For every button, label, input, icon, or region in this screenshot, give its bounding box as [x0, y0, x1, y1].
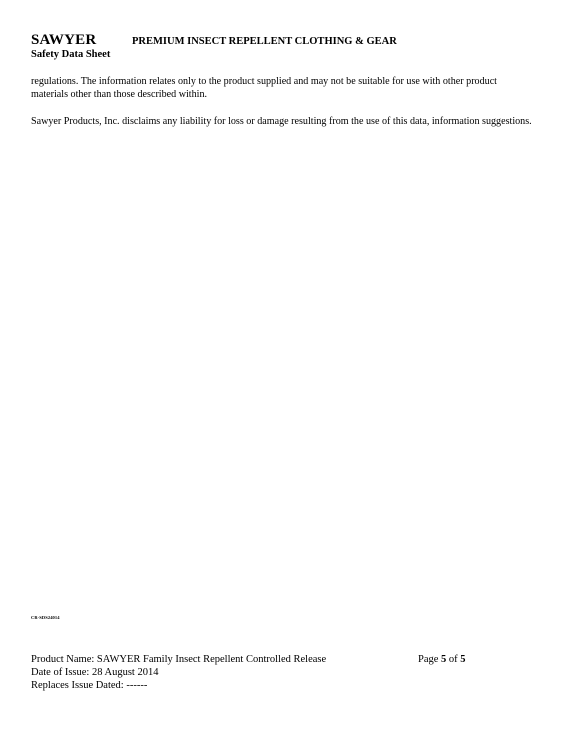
page-label: Page — [418, 654, 439, 665]
brand-tagline: PREMIUM INSECT REPELLENT CLOTHING & GEAR — [132, 36, 397, 47]
page-total: 5 — [460, 654, 466, 665]
paragraph-regulations: regulations. The information relates only to the product supplied and may not be suitable for use with other product materials other than those described within. — [31, 76, 497, 100]
brand-name: SAWYER — [31, 32, 97, 48]
product-name-line: Product Name: SAWYER Family Insect Repellent Controlled Release — [31, 654, 327, 665]
paragraph-disclaimer: Sawyer Products, Inc. disclaims any liability for loss or damage resulting from the use of this data, information suggestions. — [31, 116, 532, 127]
page-indicator — [418, 653, 466, 666]
replaces-issue-line: Replaces Issue Dated: ------ — [31, 680, 148, 691]
date-of-issue-line: Date of Issue: 28 August 2014 — [31, 667, 159, 678]
page-of-label: of — [448, 654, 458, 665]
document-type: Safety Data Sheet — [31, 49, 111, 60]
page-current: 5 — [441, 654, 447, 665]
document-code: CR-SDS24014 — [31, 615, 60, 620]
